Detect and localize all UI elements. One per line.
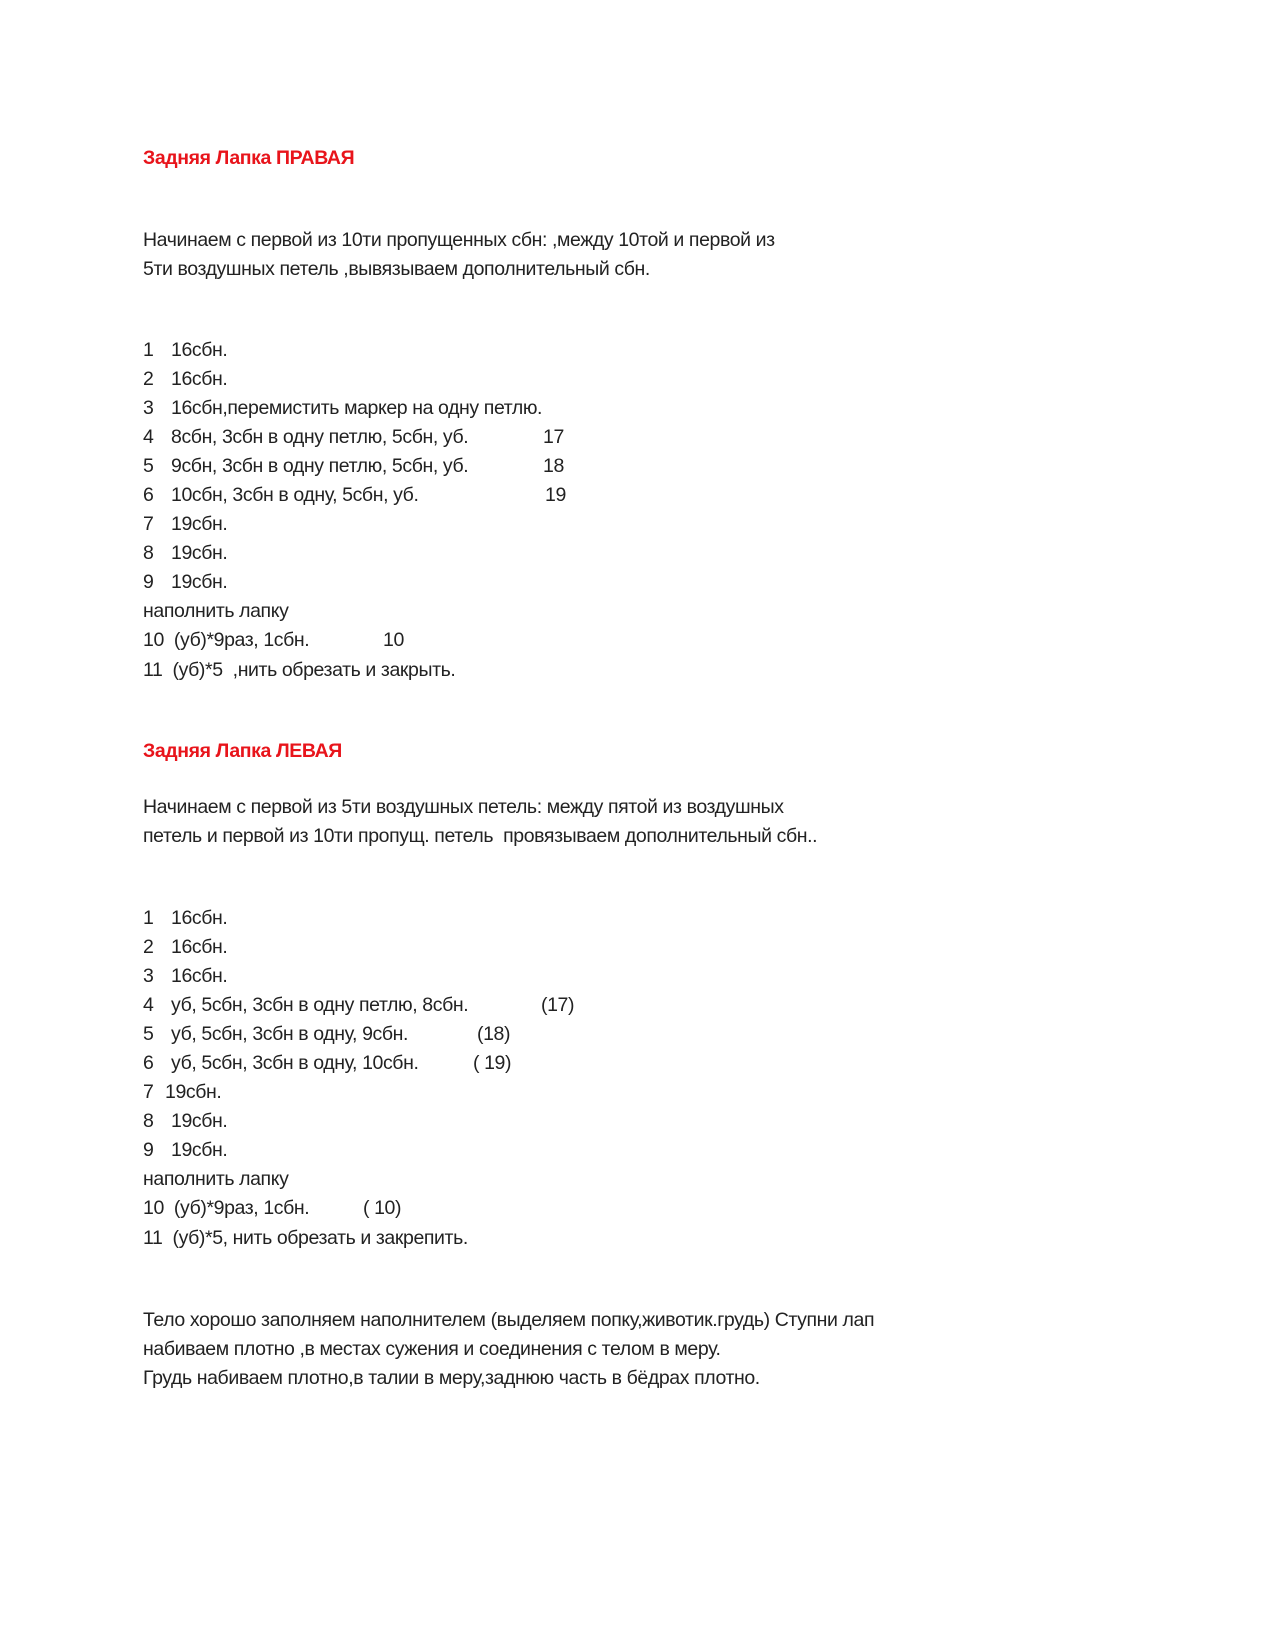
row-number: 8 xyxy=(143,1110,154,1132)
row-text: 16сбн. xyxy=(171,907,228,929)
row xyxy=(143,1196,402,1220)
row-number: 9 xyxy=(143,1139,154,1161)
row-text: 9сбн, 3сбн в одну петлю, 5сбн, уб. xyxy=(171,455,469,477)
row-number: 3 xyxy=(143,397,154,419)
row-text: 16сбн,перемистить маркер на одну петлю. xyxy=(171,397,543,419)
row-text: 19сбн. xyxy=(171,542,228,564)
row-number: 6 xyxy=(143,1052,154,1074)
row-text: 10 (уб)*9раз, 1сбн. xyxy=(143,629,310,651)
row-number: 2 xyxy=(143,368,154,390)
row: 11 (уб)*5 ,нить обрезать и закрыть. xyxy=(143,659,456,681)
row-number: 6 xyxy=(143,484,154,506)
row-number: 2 xyxy=(143,936,154,958)
row: 11 (уб)*5, нить обрезать и закрепить. xyxy=(143,1227,468,1249)
intro-line: Начинаем с первой из 5ти воздушных петель: между пятой из воздушных xyxy=(143,796,784,818)
stitch-count: 19 xyxy=(545,484,566,506)
row-text: 10сбн, 3сбн в одну, 5сбн, уб. xyxy=(171,484,419,506)
row-text: 19сбн. xyxy=(171,1110,228,1132)
row-number: 8 xyxy=(143,542,154,564)
row-text: 19сбн. xyxy=(171,1139,228,1161)
row-text: 19сбн. xyxy=(165,1081,222,1103)
row-number: 5 xyxy=(143,1023,154,1045)
row-number: 7 xyxy=(143,1081,154,1103)
row-number: 1 xyxy=(143,339,154,361)
intro-line: петель и первой из 10ти пропущ. петель провязываем дополнительный сбн.. xyxy=(143,825,818,847)
stitch-count: (18) xyxy=(477,1023,511,1045)
row-text: уб, 5сбн, 3сбн в одну петлю, 8сбн. xyxy=(171,994,469,1016)
row-number: 4 xyxy=(143,994,154,1016)
note-line: набиваем плотно ,в местах сужения и соединения с телом в меру. xyxy=(143,1338,721,1360)
row-text: 16сбн. xyxy=(171,339,228,361)
row-text: 19сбн. xyxy=(171,513,228,535)
row-text: 8сбн, 3сбн в одну петлю, 5сбн, уб. xyxy=(171,426,469,448)
row xyxy=(143,628,404,652)
row-text: 16сбн. xyxy=(171,965,228,987)
row-number: 7 xyxy=(143,513,154,535)
stitch-count: ( 10) xyxy=(363,1197,402,1219)
intro-line: 5ти воздушных петель ,вывязываем дополнительный сбн. xyxy=(143,258,650,280)
stitch-count: 18 xyxy=(543,455,564,477)
note-line: Тело хорошо заполняем наполнителем (выделяем попку,животик.грудь) Ступни лап xyxy=(143,1309,875,1331)
note-line: Грудь набиваем плотно,в талии в меру,заднюю часть в бёдрах плотно. xyxy=(143,1367,760,1389)
row-number: 4 xyxy=(143,426,154,448)
row-text: 16сбн. xyxy=(171,936,228,958)
row-text: уб, 5сбн, 3сбн в одну, 10сбн. xyxy=(171,1052,419,1074)
heading-left-paw: Задняя Лапка ЛЕВАЯ xyxy=(143,740,342,762)
row-number: 3 xyxy=(143,965,154,987)
heading-right-paw: Задняя Лапка ПРАВАЯ xyxy=(143,147,355,169)
row-text: 19сбн. xyxy=(171,571,228,593)
stitch-count: (17) xyxy=(541,994,575,1016)
row-text: 16сбн. xyxy=(171,368,228,390)
stitch-count: ( 19) xyxy=(473,1052,512,1074)
row-text: уб, 5сбн, 3сбн в одну, 9сбн. xyxy=(171,1023,409,1045)
fill-note: наполнить лапку xyxy=(143,1168,289,1190)
intro-line: Начинаем с первой из 10ти пропущенных сбн: ,между 10той и первой из xyxy=(143,229,775,251)
row-number: 9 xyxy=(143,571,154,593)
fill-note: наполнить лапку xyxy=(143,600,289,622)
row-text: 10 (уб)*9раз, 1сбн. xyxy=(143,1197,310,1219)
row-number: 1 xyxy=(143,907,154,929)
stitch-count: 10 xyxy=(383,629,404,651)
stitch-count: 17 xyxy=(543,426,564,448)
row-number: 5 xyxy=(143,455,154,477)
